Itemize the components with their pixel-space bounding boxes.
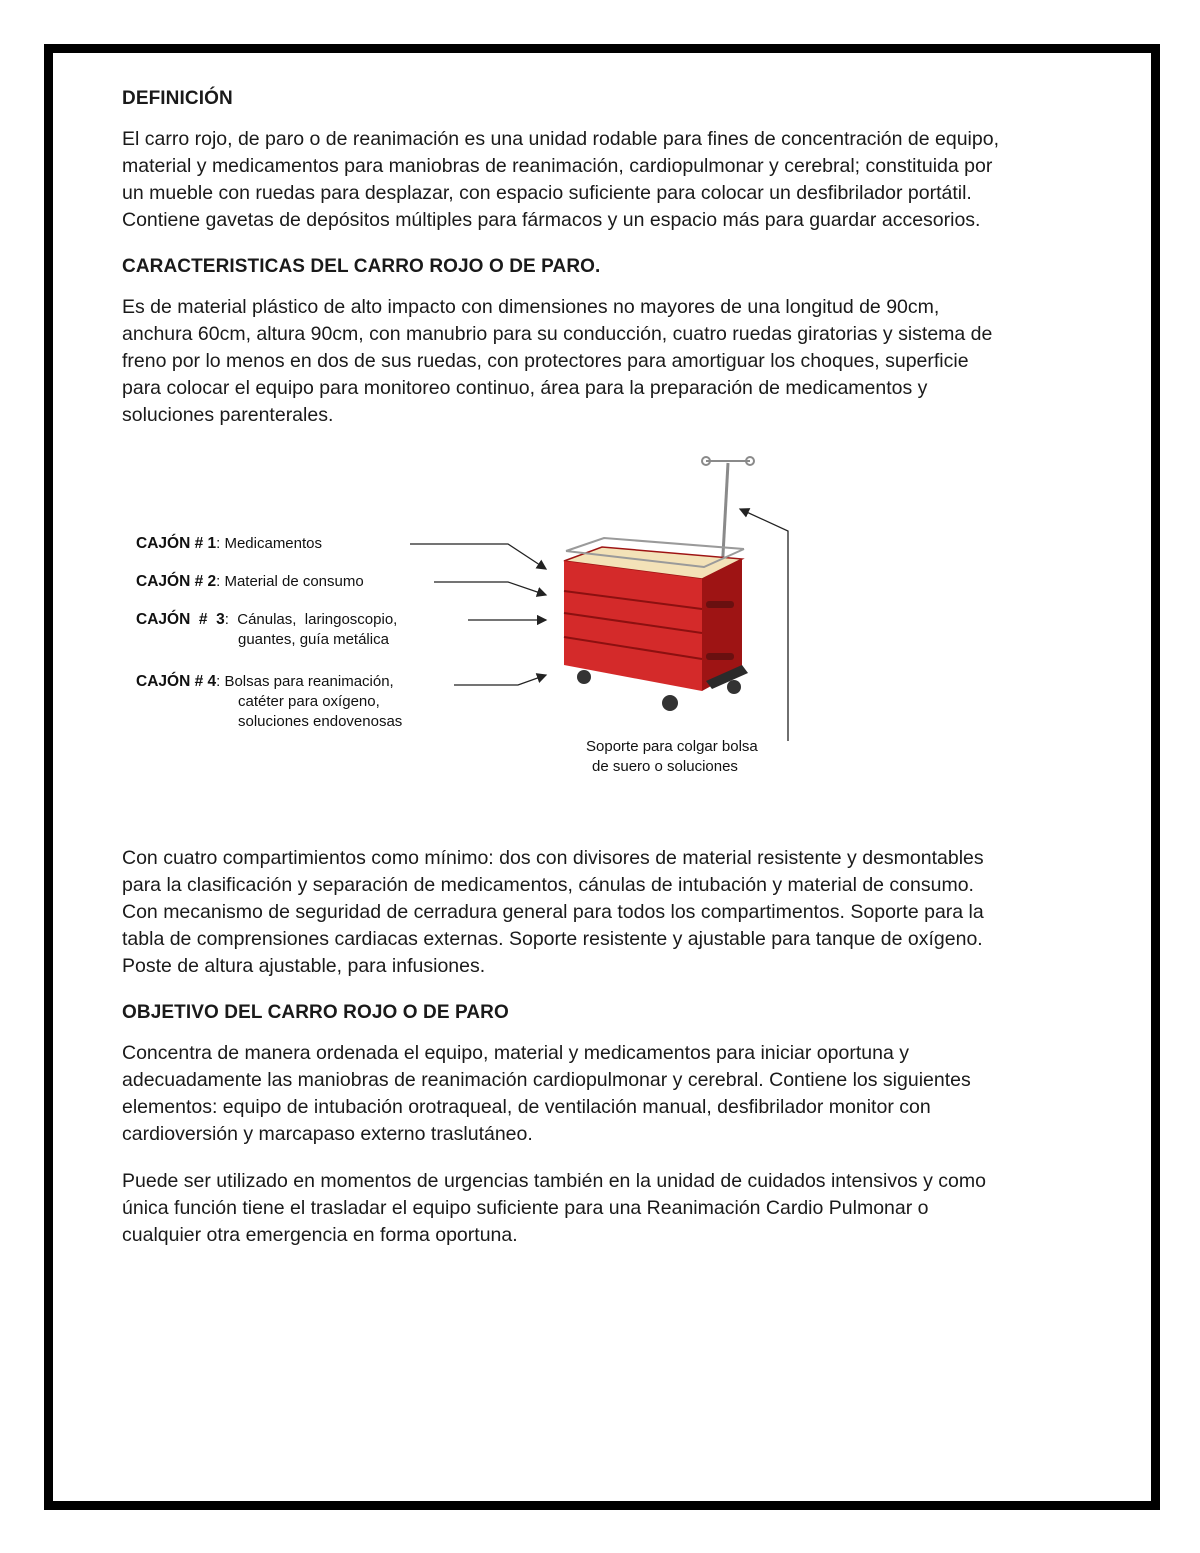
- label-cajon-3: CAJÓN # 3: Cánulas, laringoscopio,: [136, 611, 398, 628]
- paragraph-compartimientos: Con cuatro compartimientos como mínimo: dos con divisores de material resistente y desmontables para la clasificación y separación de medicamentos, cánulas de intubación y material de consumo. Con mecanismo de seguridad de cerradura general para todos los compartimentos. Soporte para la tabla de comprensiones cardiacas externas. Soporte resistente y ajustable para tanque de oxígeno. Poste de altura ajustable, para infusiones.: [122, 847, 984, 977]
- paragraph-caracteristicas: Es de material plástico de alto impacto con dimensiones no mayores de una longitud de 90cm, anchura 60cm, altura 90cm, con manubrio para su conducción, cuatro ruedas giratorias y sistema de freno por lo menos en dos de sus ruedas, con protectores para amortiguar los choques, superficie para colocar el equipo para monitoreo continuo, área para la preparación de medicamentos y soluciones parenterales.: [122, 296, 993, 426]
- paragraph-definicion: El carro rojo, de paro o de reanimación es una unidad rodable para fines de concentración de equipo, material y medicamentos para maniobras de reanimación, cardiopulmonar y cerebral; constituida por un mueble con ruedas para desplazar, con espacio suficiente para colocar un desfibrilador portátil. Contiene gavetas de depósitos múltiples para fármacos y un espacio más para guardar accesorios.: [122, 128, 999, 231]
- label-cajon-2: CAJÓN # 2: Material de consumo: [136, 573, 364, 590]
- label-soporte-line2: de suero o soluciones: [592, 758, 738, 775]
- label-cajon-4-line3: soluciones endovenosas: [238, 713, 403, 730]
- label-soporte-line1: Soporte para colgar bolsa: [586, 738, 758, 755]
- label-cajon-4-line2: catéter para oxígeno,: [238, 693, 380, 710]
- document-body: [122, 88, 1002, 1263]
- label-cajon-4: CAJÓN # 4: Bolsas para reanimación,: [136, 673, 394, 690]
- paragraph-objetivo-2: Puede ser utilizado en momentos de urgencias también en la unidad de cuidados intensivos y como única función tiene el trasladar el equipo suficiente para una Reanimación Cardio Pulmonar o cualquier otra emergencia en forma oportuna.: [122, 1170, 986, 1246]
- heading-definicion: DEFINICIÓN: [122, 88, 233, 109]
- heading-objetivo: OBJETIVO DEL CARRO ROJO O DE PARO: [122, 1002, 509, 1023]
- crash-cart-figure: [122, 443, 1002, 831]
- label-cajon-3-line2: guantes, guía metálica: [238, 631, 389, 648]
- paragraph-objetivo-1: Concentra de manera ordenada el equipo, material y medicamentos para iniciar oportuna y adecuadamente las maniobras de reanimación cardiopulmonar y cerebral. Contiene los siguientes elementos: equipo de intubación orotraqueal, de ventilación manual, desfibrilador monitor con cardioversión y marcapaso externo traslutáneo.: [122, 1042, 971, 1145]
- label-cajon-1: CAJÓN # 1: Medicamentos: [136, 535, 323, 552]
- heading-caracteristicas: CARACTERISTICAS DEL CARRO ROJO O DE PARO.: [122, 256, 601, 277]
